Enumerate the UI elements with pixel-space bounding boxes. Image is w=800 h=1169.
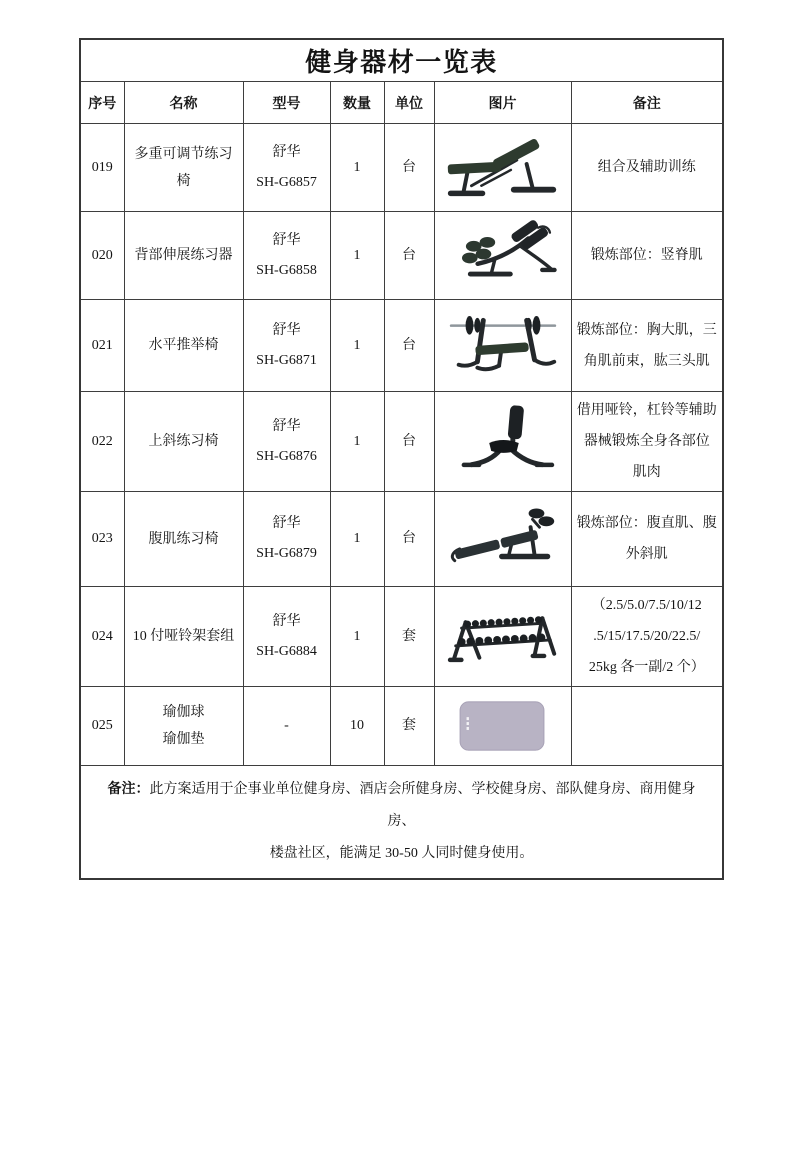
cell-quantity: 10 xyxy=(330,687,384,766)
cell-serial: 023 xyxy=(80,492,124,587)
cell-quantity: 1 xyxy=(330,300,384,392)
cell-quantity: 1 xyxy=(330,492,384,587)
table-row xyxy=(80,687,723,766)
cell-image xyxy=(434,392,571,492)
cell-model xyxy=(243,687,330,766)
abdominal-bench-image xyxy=(438,497,568,581)
cell-name: 多重可调节练习 椅 xyxy=(124,124,243,212)
cell-name: 腹肌练习椅 xyxy=(124,492,243,587)
table-row xyxy=(80,392,723,492)
cell-remark: 锻炼部位：竖脊肌 xyxy=(571,212,723,300)
table-row xyxy=(80,587,723,687)
flat-bench-press-image xyxy=(438,303,568,389)
cell-name: 水平推举椅 xyxy=(124,300,243,392)
table-row xyxy=(80,300,723,392)
cell-image xyxy=(434,687,571,766)
brand-text: 舒华 xyxy=(272,613,301,629)
cell-remark xyxy=(571,687,723,766)
table-row xyxy=(80,492,723,587)
model-code-text: SH-G6858 xyxy=(256,262,317,278)
cell-unit: 套 xyxy=(384,587,434,687)
cell-quantity: 1 xyxy=(330,392,384,492)
cell-model xyxy=(243,492,330,587)
cell-model xyxy=(243,124,330,212)
column-header-image: 图片 xyxy=(434,82,571,124)
cell-serial: 025 xyxy=(80,687,124,766)
cell-quantity: 1 xyxy=(330,124,384,212)
brand-text: 舒华 xyxy=(272,232,301,248)
back-extension-bench-image xyxy=(438,215,568,297)
dumbbell-rack-set-image xyxy=(438,592,568,682)
brand-text: 舒华 xyxy=(272,516,301,531)
equipment-table xyxy=(79,38,724,880)
cell-remark: 组合及辅助训练 xyxy=(571,124,723,212)
cell-serial: 022 xyxy=(80,392,124,492)
column-header-remark: 备注 xyxy=(571,82,723,124)
cell-serial: 019 xyxy=(80,124,124,212)
footer-note-text: 此方案适用于企事业单位健身房、酒店会所健身房、学校健身房、部队健身房、商用健身房、 楼盘社区，能满足 30-50 人同时健身使用。 xyxy=(149,782,696,861)
cell-image xyxy=(434,300,571,392)
cell-serial: 021 xyxy=(80,300,124,392)
cell-model xyxy=(243,587,330,687)
model-code-text: SH-G6871 xyxy=(256,352,317,368)
cell-name: 背部伸展练习器 xyxy=(124,212,243,300)
column-header-unit: 单位 xyxy=(384,82,434,124)
cell-unit: 台 xyxy=(384,300,434,392)
cell-serial: 020 xyxy=(80,212,124,300)
table-row xyxy=(80,212,723,300)
cell-name: 10 付哑铃架套组 xyxy=(124,587,243,687)
model-code-text: SH-G6876 xyxy=(256,448,317,464)
cell-image xyxy=(434,492,571,587)
upright-utility-seat-image xyxy=(438,397,568,487)
column-header-quantity: 数量 xyxy=(330,82,384,124)
page-title: 健身器材一览表 xyxy=(80,39,723,82)
footer-note xyxy=(80,766,723,880)
model-code-text: SH-G6857 xyxy=(256,174,317,190)
cell-remark: 锻炼部位：胸大肌，三 角肌前束，肱三头肌 xyxy=(571,300,723,392)
yoga-mat-image xyxy=(438,690,568,762)
footer-note-label: 备注： xyxy=(107,782,150,797)
cell-image xyxy=(434,124,571,212)
cell-model xyxy=(243,392,330,492)
header-row xyxy=(80,82,723,124)
cell-quantity: 1 xyxy=(330,212,384,300)
cell-unit: 套 xyxy=(384,687,434,766)
adjustable-bench-image xyxy=(438,128,568,208)
cell-image xyxy=(434,587,571,687)
title-row xyxy=(80,39,723,82)
cell-unit: 台 xyxy=(384,212,434,300)
cell-unit: 台 xyxy=(384,124,434,212)
cell-quantity: 1 xyxy=(330,587,384,687)
cell-serial: 024 xyxy=(80,587,124,687)
cell-remark: 借用哑铃，杠铃等辅助 器械锻炼全身各部位 肌肉 xyxy=(571,392,723,492)
model-code-text: SH-G6884 xyxy=(256,643,317,659)
column-header-serial: 序号 xyxy=(80,82,124,124)
cell-remark: 锻炼部位：腹直肌、腹 外斜肌 xyxy=(571,492,723,587)
cell-model xyxy=(243,300,330,392)
cell-name: 上斜练习椅 xyxy=(124,392,243,492)
cell-model xyxy=(243,212,330,300)
column-header-name: 名称 xyxy=(124,82,243,124)
brand-text: 舒华 xyxy=(272,322,301,338)
column-header-model: 型号 xyxy=(243,82,330,124)
brand-text: - xyxy=(284,718,289,733)
footer-row xyxy=(80,766,723,880)
brand-text: 舒华 xyxy=(272,144,301,160)
cell-unit: 台 xyxy=(384,492,434,587)
table-row xyxy=(80,124,723,212)
cell-unit: 台 xyxy=(384,392,434,492)
page xyxy=(0,38,800,1169)
brand-text: 舒华 xyxy=(272,418,301,434)
cell-image xyxy=(434,212,571,300)
model-code-text: SH-G6879 xyxy=(256,546,317,561)
cell-remark: （2.5/5.0/7.5/10/12 .5/15/17.5/20/22.5/ 25kg 各一副/2 个） xyxy=(571,587,723,687)
cell-name: 瑜伽球 瑜伽垫 xyxy=(124,687,243,766)
